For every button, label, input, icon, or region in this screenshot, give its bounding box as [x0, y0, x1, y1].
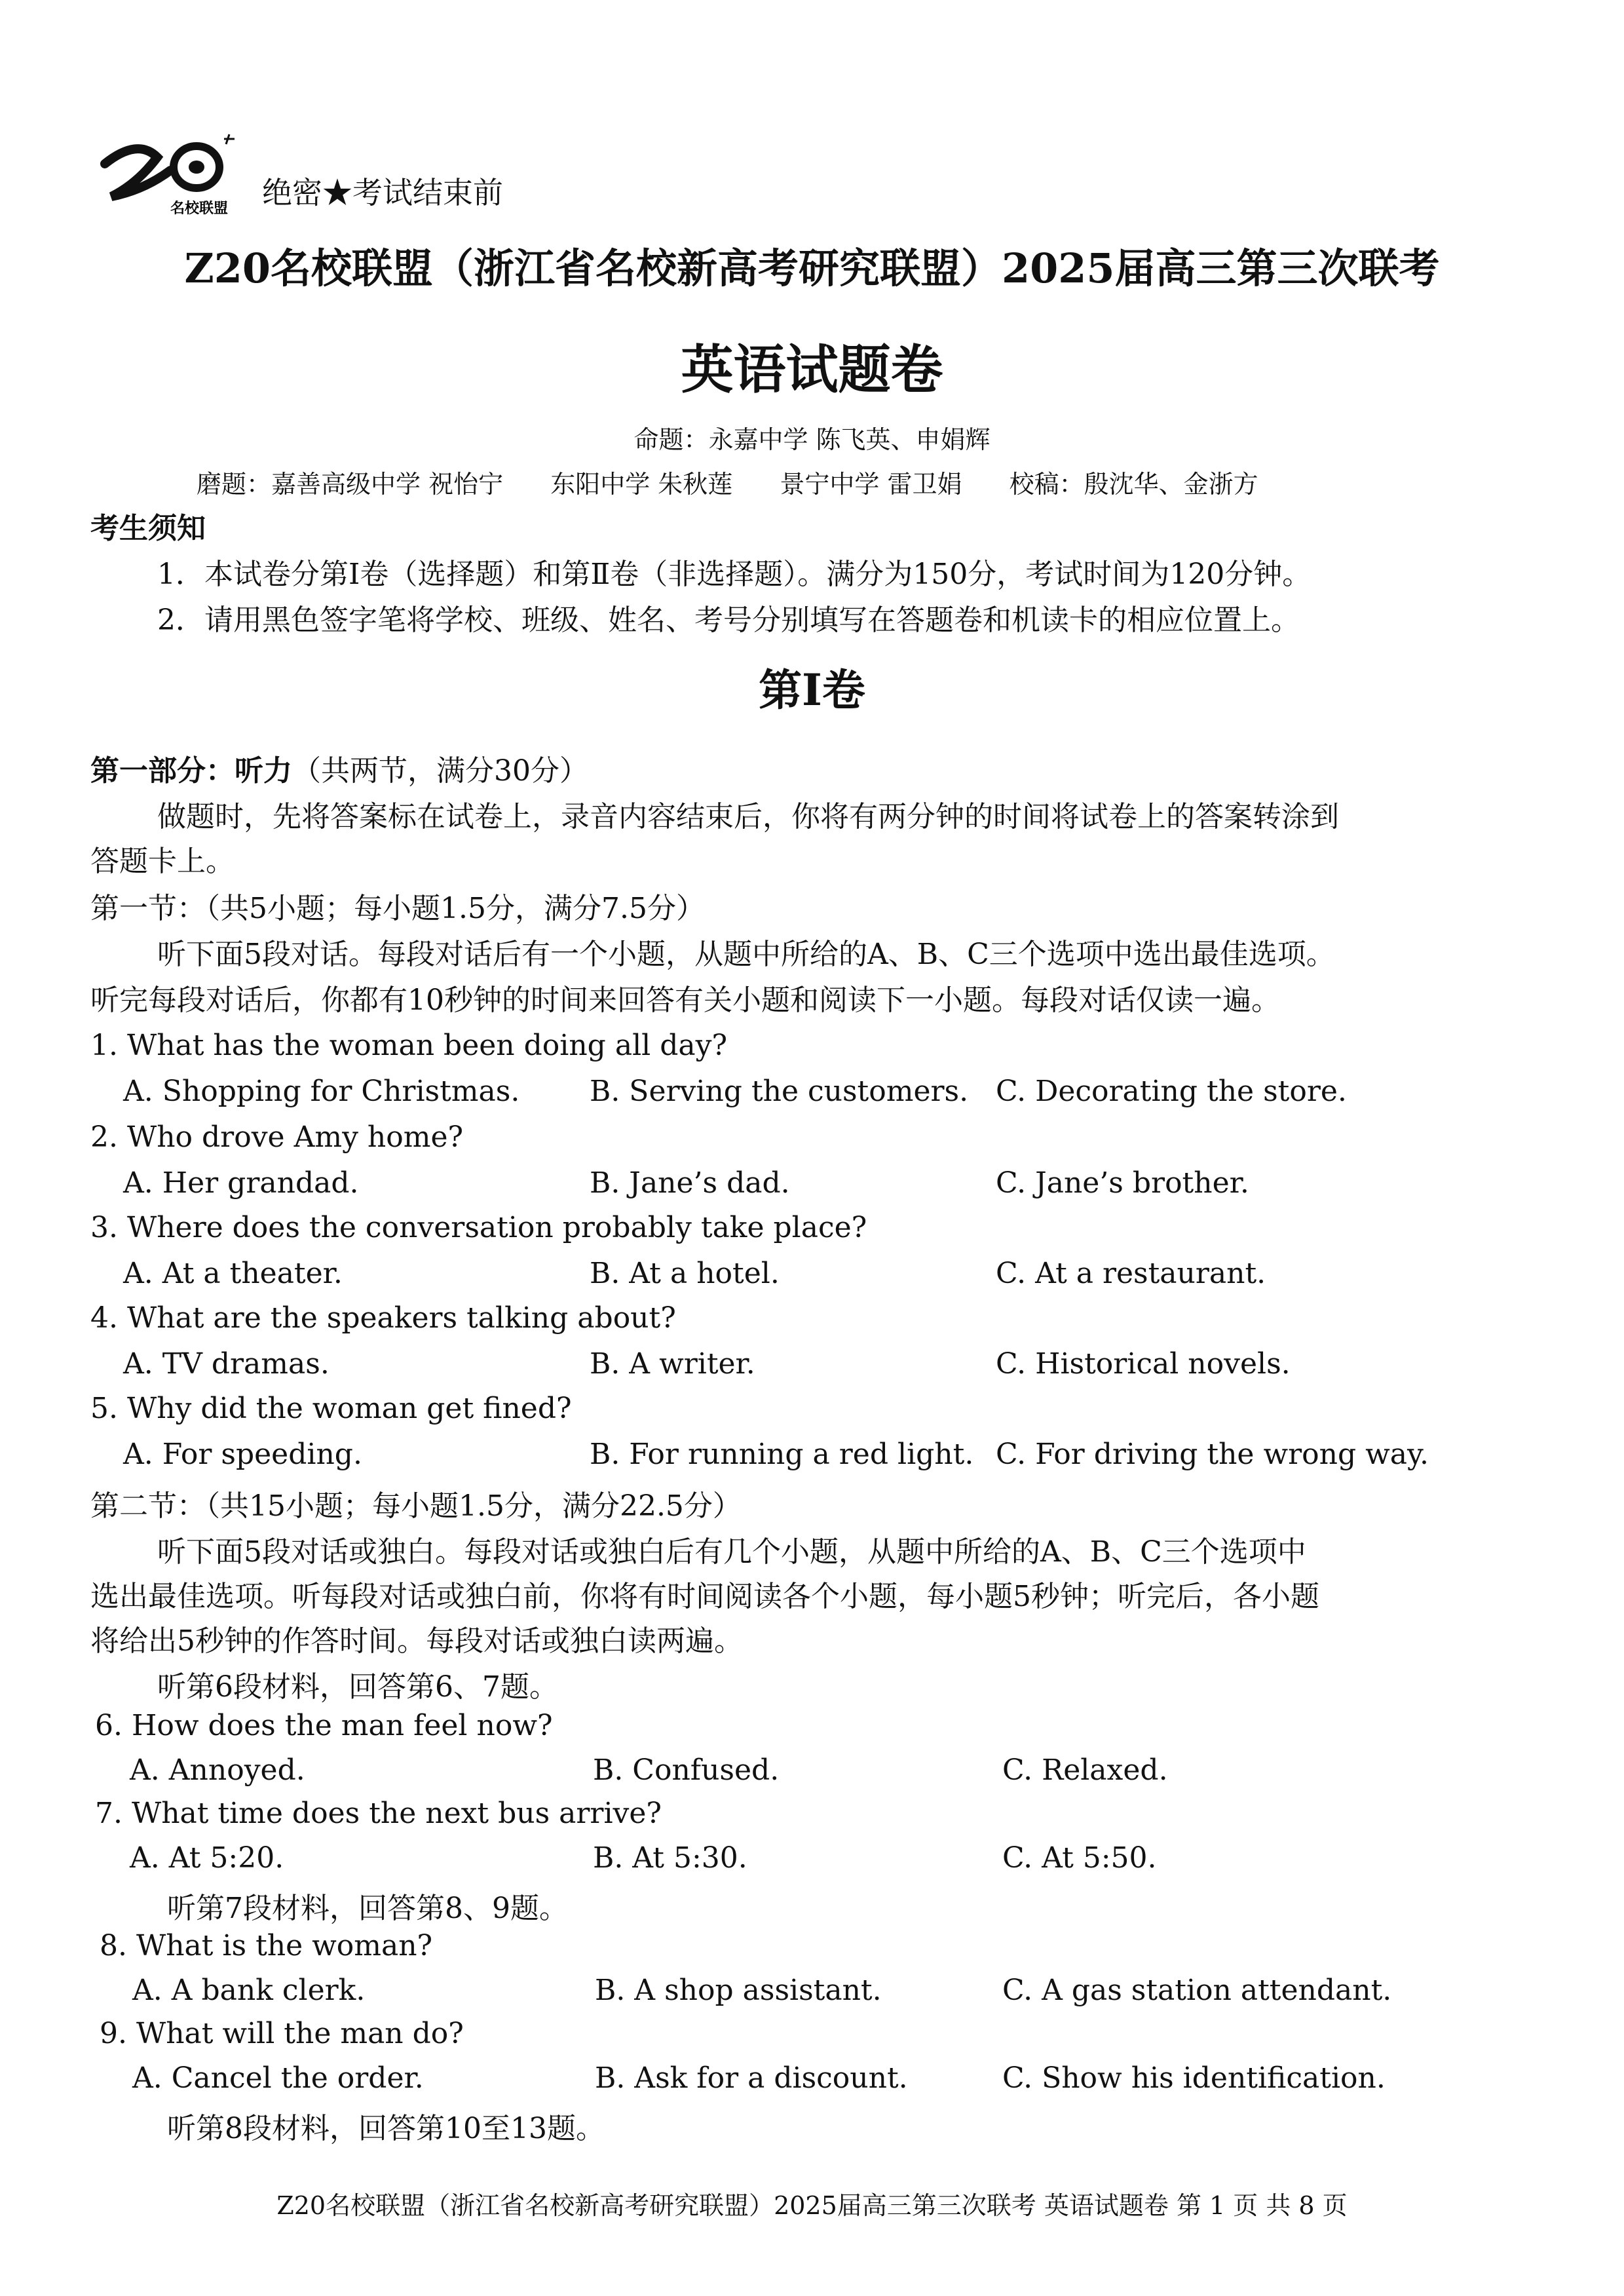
section2-intro-line-3: 将给出5秒钟的作答时间。每段对话或独白读两遍。 [90, 1624, 743, 1658]
z20-logo-icon [98, 131, 255, 223]
question-1: 1. What has the woman been doing all day? [90, 1029, 728, 1062]
material-6-instruction: 听第6段材料，回答第6、7题。 [157, 1670, 558, 1704]
q7-option-c: C. At 5:50. [1002, 1841, 1157, 1875]
notice-heading: 考生须知 [90, 512, 206, 545]
reviewer-1: 磨题：嘉善高级中学 祝怡宁 [197, 470, 504, 499]
question-3: 3. Where does the conversation probably take place? [90, 1211, 867, 1244]
proofreader: 校稿：殷沈华、金浙方 [1009, 470, 1258, 499]
q4-option-c: C. Historical novels. [996, 1347, 1291, 1381]
material-7-instruction: 听第7段材料，回答第8、9题。 [167, 1892, 568, 1925]
reviewer-2: 东阳中学 朱秋莲 [550, 470, 733, 499]
section1-heading: 第一节：（共5小题；每小题1.5分，满分7.5分） [90, 892, 705, 925]
authors-line-2 [197, 464, 1298, 500]
question-6: 6. How does the man feel now? [95, 1709, 553, 1742]
q1-option-c: C. Decorating the store. [996, 1075, 1347, 1108]
exam-title: Z20名校联盟（浙江省名校新高考研究联盟）2025届高三第三次联考 [184, 244, 1440, 292]
question-2: 2. Who drove Amy home? [90, 1120, 464, 1154]
part1-intro-line-2: 答题卡上。 [90, 845, 235, 878]
part1-heading-bold: 第一部分：听力 [90, 754, 292, 788]
q9-option-a: A. Cancel the order. [132, 2061, 424, 2095]
q2-option-a: A. Her grandad. [123, 1166, 359, 1200]
q4-option-a: A. TV dramas. [123, 1347, 330, 1381]
q1-option-b: B. Serving the customers. [590, 1075, 969, 1108]
volume-heading: 第Ⅰ卷 [759, 664, 865, 716]
q1-option-a: A. Shopping for Christmas. [123, 1075, 520, 1108]
material-8-instruction: 听第8段材料，回答第10至13题。 [167, 2112, 605, 2145]
q9-option-b: B. Ask for a discount. [595, 2061, 908, 2095]
reviewer-3: 景宁中学 雷卫娟 [780, 470, 962, 499]
section1-intro-line-1: 听下面5段对话。每段对话后有一个小题，从题中所给的A、B、C三个选项中选出最佳选项。 [157, 938, 1335, 971]
exam-subtitle: 英语试题卷 [681, 339, 943, 400]
page-footer: Z20名校联盟（浙江省名校新高考研究联盟）2025届高三第三次联考 英语试题卷 第 1 页 共 8 页 [276, 2191, 1348, 2220]
question-7: 7. What time does the next bus arrive? [95, 1797, 662, 1830]
question-4: 4. What are the speakers talking about? [90, 1301, 676, 1335]
question-8: 8. What is the woman? [100, 1929, 433, 1962]
section2-intro-line-1: 听下面5段对话或独白。每段对话或独白后有几个小题，从题中所给的A、B、C三个选项中 [157, 1535, 1306, 1569]
question-5: 5. Why did the woman get fined? [90, 1392, 572, 1425]
q4-option-b: B. A writer. [590, 1347, 755, 1381]
section2-heading: 第二节：（共15小题；每小题1.5分，满分22.5分） [90, 1489, 742, 1523]
q5-option-b: B. For running a red light. [590, 1438, 974, 1471]
q3-option-a: A. At a theater. [123, 1257, 343, 1290]
part1-intro-line-1: 做题时，先将答案标在试卷上，录音内容结束后，你将有两分钟的时间将试卷上的答案转涂到 [157, 800, 1339, 833]
q5-option-c: C. For driving the wrong way. [996, 1438, 1429, 1471]
q6-option-a: A. Annoyed. [130, 1753, 305, 1787]
authors-line-1: 命题：永嘉中学 陈飞英、申娟辉 [633, 425, 991, 454]
part1-heading [90, 747, 588, 789]
q2-option-c: C. Jane’s brother. [996, 1166, 1249, 1200]
part1-heading-rest: （共两节，满分30分） [292, 754, 588, 788]
q5-option-a: A. For speeding. [123, 1438, 362, 1471]
question-9: 9. What will the man do? [100, 2017, 464, 2050]
q9-option-c: C. Show his identification. [1002, 2061, 1386, 2095]
q3-option-c: C. At a restaurant. [996, 1257, 1266, 1290]
league-logo [98, 131, 255, 223]
section1-intro-line-2: 听完每段对话后，你都有10秒钟的时间来回答有关小题和阅读下一小题。每段对话仅读一遍。 [90, 984, 1280, 1017]
notice-item-2: 2．请用黑色签字笔将学校、班级、姓名、考号分别填写在答题卷和机读卡的相应位置上。 [157, 603, 1300, 637]
q2-option-b: B. Jane’s dad. [590, 1166, 790, 1200]
logo-caption: 名校联盟 [170, 201, 229, 217]
notice-item-1: 1．本试卷分第Ⅰ卷（选择题）和第Ⅱ卷（非选择题）。满分为150分，考试时间为120分钟。 [157, 558, 1312, 591]
q3-option-b: B. At a hotel. [590, 1257, 780, 1290]
section2-intro-line-2: 选出最佳选项。听每段对话或独白前，你将有时间阅读各个小题，每小题5秒钟；听完后，各小题 [90, 1580, 1319, 1613]
q7-option-b: B. At 5:30. [593, 1841, 747, 1875]
q6-option-b: B. Confused. [593, 1753, 780, 1787]
q8-option-a: A. A bank clerk. [132, 1974, 366, 2007]
q6-option-c: C. Relaxed. [1002, 1753, 1168, 1787]
q8-option-c: C. A gas station attendant. [1002, 1974, 1392, 2007]
q7-option-a: A. At 5:20. [130, 1841, 284, 1875]
q8-option-b: B. A shop assistant. [595, 1974, 882, 2007]
secret-label: 绝密★考试结束前 [262, 175, 503, 210]
